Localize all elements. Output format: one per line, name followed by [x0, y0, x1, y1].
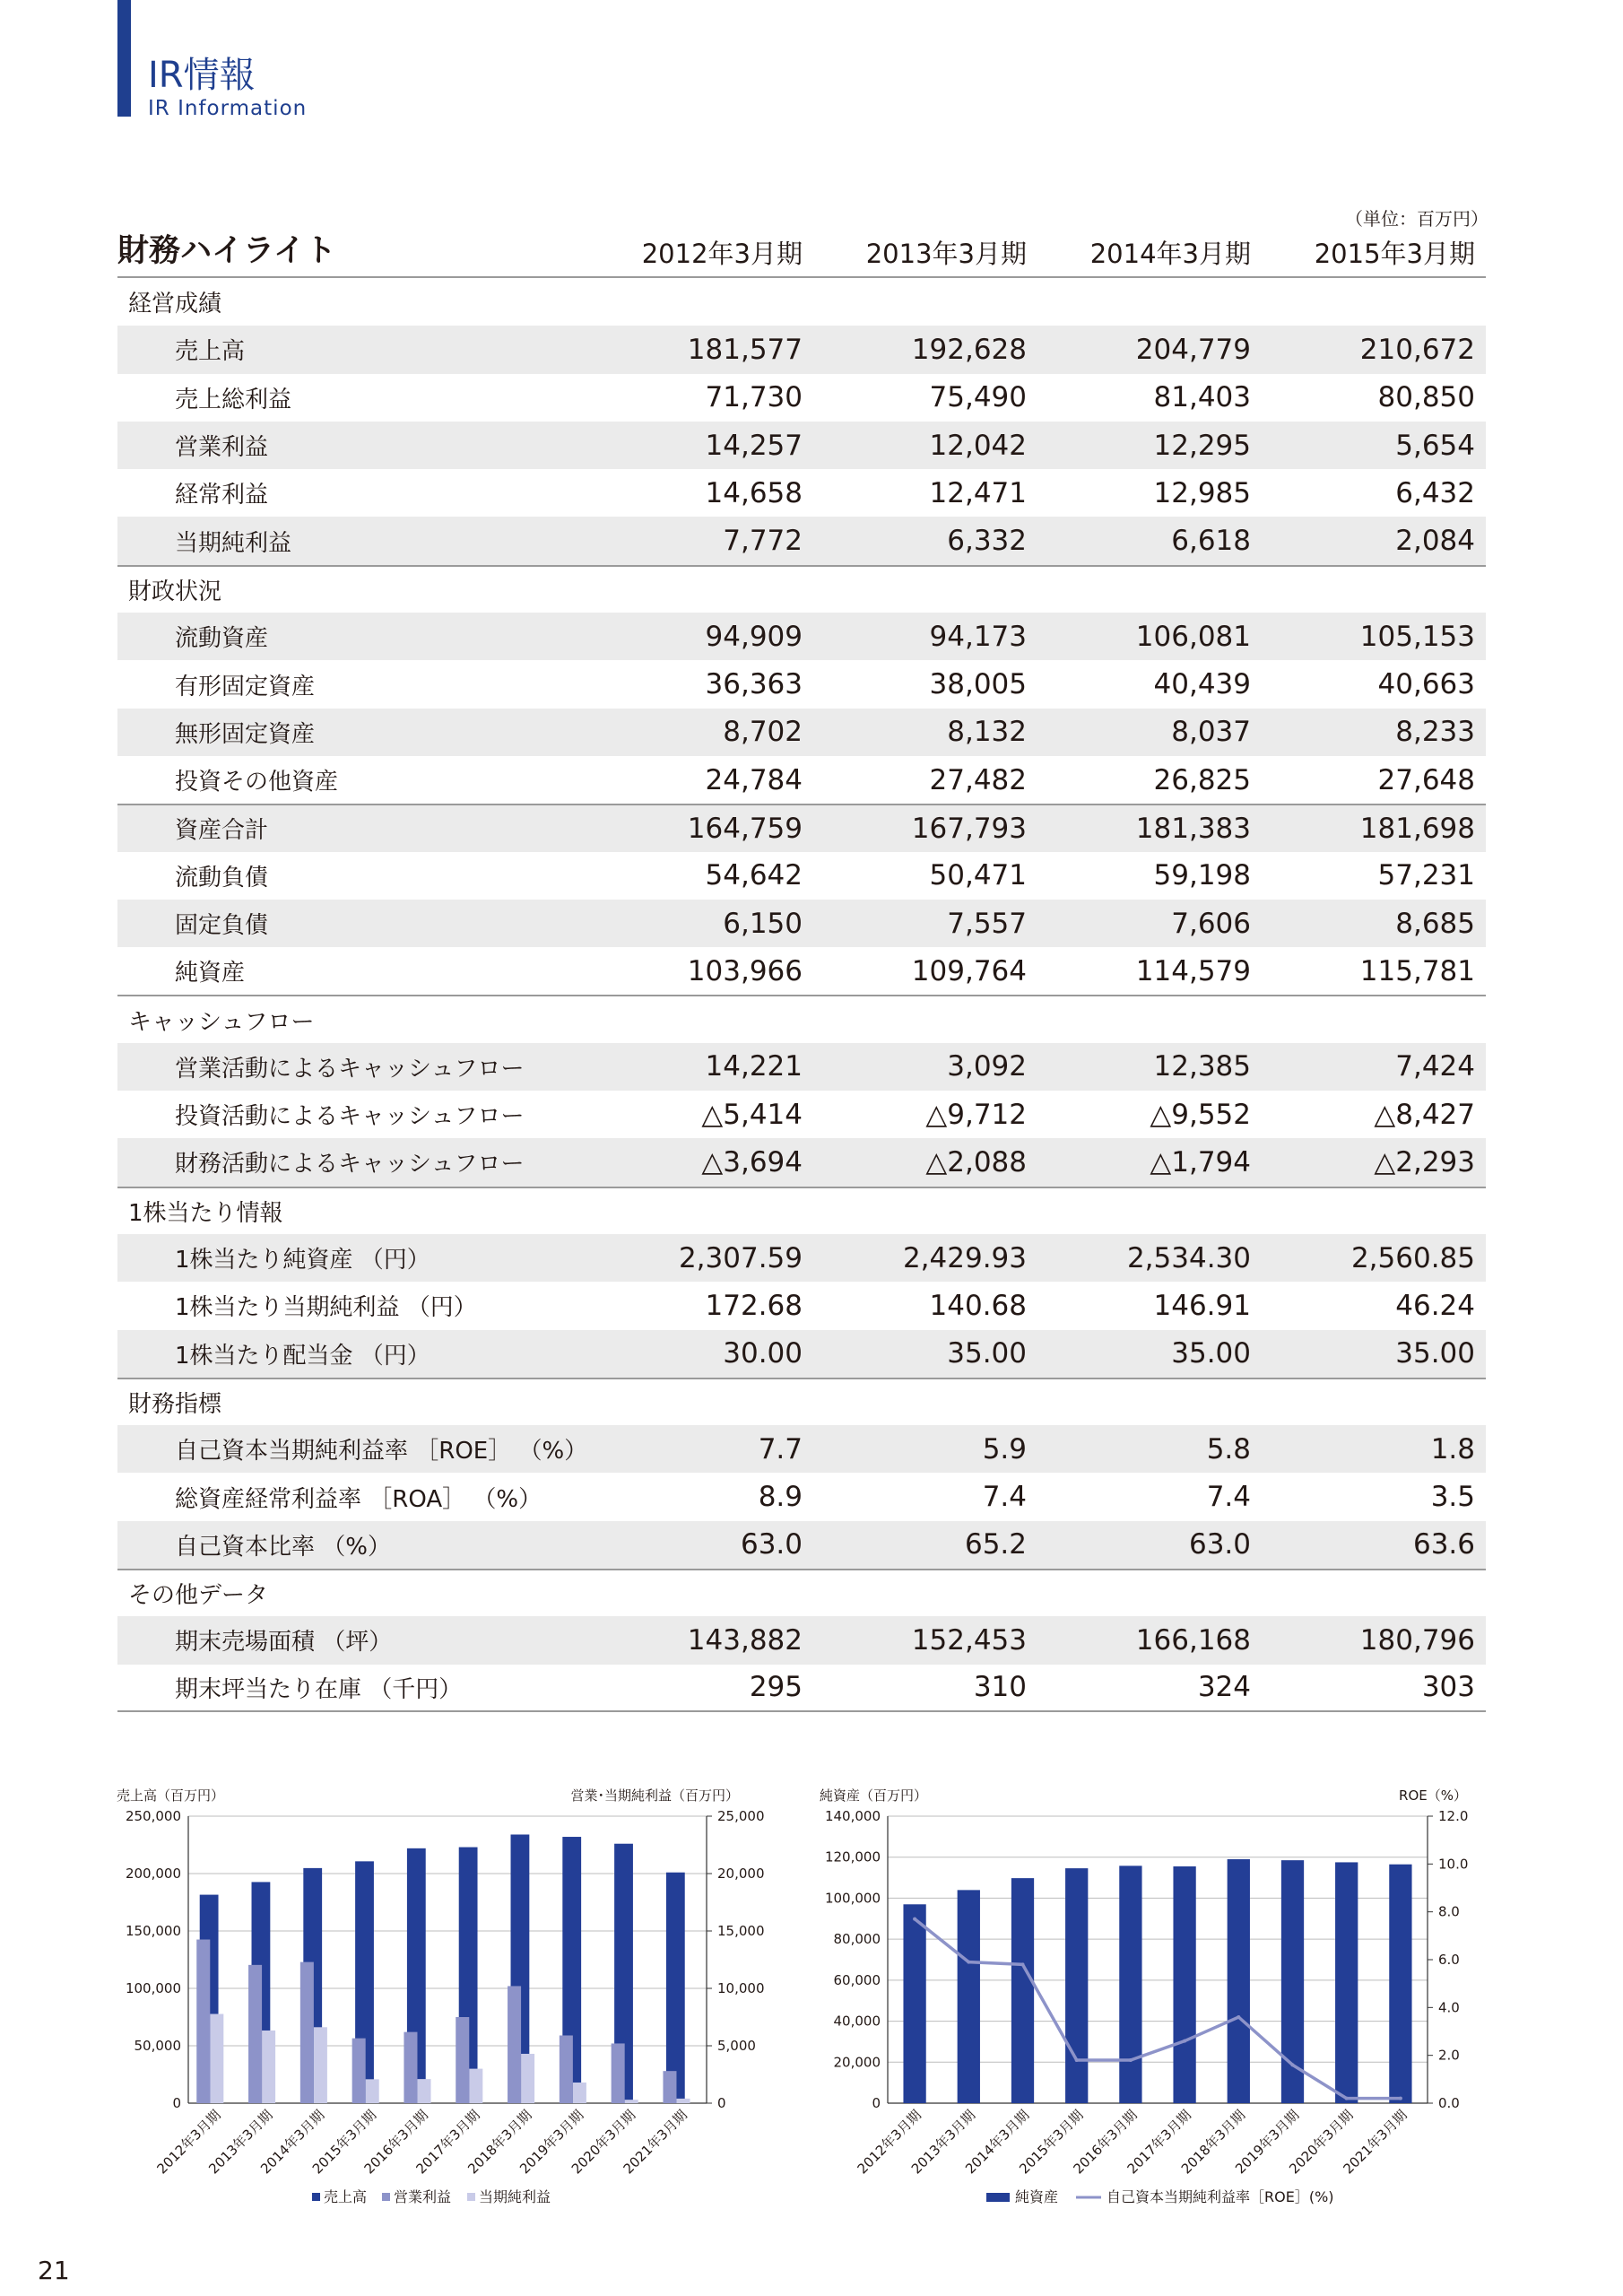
row-value: 6,618: [1171, 525, 1251, 558]
bar-営業利益: [508, 1986, 521, 2103]
row-value: 310: [973, 1671, 1027, 1704]
row-value: 63.0: [1188, 1528, 1251, 1561]
y-tick-label-right: 6.0: [1438, 1952, 1460, 1968]
x-tick-label: 2013年3月期: [205, 2107, 276, 2178]
table-row: [117, 900, 1486, 947]
table-row: [117, 947, 1486, 995]
row-value: 204,779: [1135, 333, 1251, 366]
bar-当期純利益: [417, 2079, 430, 2103]
row-value: 7.4: [982, 1481, 1027, 1514]
legend-swatch: [312, 2193, 320, 2201]
row-label: 自己資本比率 （%）: [175, 1533, 391, 1561]
section-header: 1株当たり情報: [117, 1187, 1486, 1234]
row-label: 売上高: [175, 338, 246, 366]
row-value: 7,424: [1395, 1050, 1475, 1083]
x-tick-label: 2013年3月期: [907, 2107, 979, 2178]
row-value: 94,173: [929, 620, 1027, 653]
row-label: 純資産: [175, 960, 246, 987]
section-header: 経営成績: [128, 291, 222, 318]
row-label: 1株当たり純資産 （円）: [175, 1247, 430, 1274]
y-tick-label-left: 100,000: [824, 1890, 881, 1907]
page-number: 21: [38, 2256, 70, 2285]
point-roe: [1183, 2039, 1186, 2043]
row-value: 8,702: [723, 716, 803, 749]
table-row: [117, 1282, 1486, 1329]
table-row: [117, 326, 1486, 373]
row-value: 1.8: [1430, 1432, 1475, 1465]
row-value: 2,429.93: [902, 1241, 1027, 1274]
row-label: 当期純利益: [175, 529, 292, 557]
legend-label: 純資産: [1015, 2188, 1059, 2205]
row-value: 14,257: [705, 429, 803, 462]
row-value: 181,698: [1359, 812, 1475, 845]
y-tick-label-right: 12.0: [1438, 1808, 1469, 1824]
bar-純資産: [1228, 1859, 1250, 2103]
table-row: [117, 804, 1486, 851]
row-value: 105,153: [1359, 620, 1475, 653]
row-value: 109,764: [911, 954, 1027, 987]
row-value: 192,628: [911, 333, 1027, 366]
column-header: 2013年3月期: [865, 239, 1027, 269]
row-value: 27,648: [1377, 763, 1475, 796]
row-value: 167,793: [911, 812, 1027, 845]
row-value: 140.68: [929, 1289, 1027, 1322]
table-row: [117, 613, 1486, 660]
y-tick-label-left: 50,000: [134, 2038, 181, 2054]
table-row: [117, 1138, 1486, 1186]
table-row: [117, 1473, 1486, 1520]
page-header-subtitle: IR Information: [148, 97, 308, 120]
point-roe: [1021, 1962, 1025, 1966]
row-value: 26,825: [1153, 763, 1251, 796]
bar-純資産: [1389, 1865, 1411, 2103]
row-value: 65.2: [964, 1528, 1027, 1561]
unit-note: （単位：百万円）: [1345, 208, 1488, 230]
bar-純資産: [958, 1890, 980, 2103]
row-value: 30.00: [723, 1337, 803, 1370]
row-value: 181,383: [1135, 812, 1251, 845]
row-label: 営業活動によるキャッシュフロー: [175, 1055, 525, 1083]
row-value: 3.5: [1430, 1481, 1475, 1514]
legend-swatch: [986, 2193, 1010, 2202]
page-header-title: IR情報: [148, 55, 256, 96]
row-value: △1,794: [1150, 1145, 1251, 1178]
x-tick-label: 2018年3月期: [1177, 2107, 1249, 2178]
row-label: 投資活動によるキャッシュフロー: [175, 1103, 525, 1131]
row-value: 57,231: [1377, 859, 1475, 892]
y-tick-label-right: 0.0: [1438, 2095, 1460, 2111]
y-tick-label-left: 140,000: [824, 1808, 881, 1824]
row-value: 180,796: [1359, 1623, 1475, 1657]
row-value: 114,579: [1135, 954, 1251, 987]
legend-swatch: [467, 2193, 475, 2201]
row-value: 63.6: [1412, 1528, 1475, 1561]
row-label: 財務活動によるキャッシュフロー: [175, 1151, 525, 1178]
row-value: 324: [1197, 1671, 1251, 1704]
row-value: △5,414: [701, 1098, 803, 1131]
y-tick-label-left: 100,000: [125, 1980, 181, 1996]
right-axis-label: 営業･当期純利益（百万円）: [570, 1787, 739, 1804]
row-value: 8.9: [758, 1481, 803, 1514]
left-axis-label: 売上高（百万円）: [117, 1787, 225, 1804]
row-value: 166,168: [1135, 1623, 1251, 1657]
row-value: 8,233: [1395, 716, 1475, 749]
row-value: 50,471: [929, 859, 1027, 892]
table-row: [117, 1521, 1486, 1569]
bar-営業利益: [560, 2035, 573, 2103]
row-value: 12,985: [1153, 476, 1251, 509]
section-header: 財政状況: [117, 565, 1486, 613]
bar-営業利益: [404, 2032, 417, 2103]
y-tick-label-right: 10,000: [717, 1980, 765, 1996]
y-tick-label-right: 20,000: [717, 1866, 765, 1882]
bar-純資産: [1173, 1866, 1195, 2103]
line-roe: [915, 1919, 1401, 2099]
row-value: 146.91: [1153, 1289, 1251, 1322]
row-label: 投資その他資産: [175, 769, 339, 796]
row-value: 38,005: [929, 668, 1027, 701]
row-label: 1株当たり配当金 （円）: [175, 1342, 430, 1370]
bar-当期純利益: [314, 2027, 327, 2103]
row-value: 12,042: [929, 429, 1027, 462]
row-value: 35.00: [1171, 1337, 1251, 1370]
section-header: 財務指標: [117, 1378, 1486, 1425]
row-value: 35.00: [1395, 1337, 1475, 1370]
row-value: △2,088: [925, 1145, 1027, 1178]
row-value: △9,712: [925, 1098, 1027, 1131]
row-value: 8,132: [947, 716, 1027, 749]
row-value: 24,784: [705, 763, 803, 796]
point-roe: [967, 1961, 970, 1964]
row-value: 14,221: [705, 1050, 803, 1083]
point-roe: [1345, 2097, 1349, 2100]
bar-売上高: [666, 1873, 685, 2103]
bar-純資産: [1065, 1868, 1088, 2103]
row-value: 14,658: [705, 476, 803, 509]
point-roe: [1129, 2058, 1133, 2062]
y-tick-label-left: 120,000: [824, 1848, 881, 1866]
row-value: 303: [1421, 1671, 1475, 1704]
row-value: 6,332: [947, 525, 1027, 558]
table-row: [117, 1425, 1486, 1473]
x-tick-label: 2016年3月期: [360, 2107, 431, 2178]
bar-営業利益: [612, 2043, 625, 2103]
row-value: 5.8: [1206, 1432, 1251, 1465]
row-value: 8,037: [1171, 716, 1251, 749]
table-row: [117, 852, 1486, 900]
row-value: 12,295: [1153, 429, 1251, 462]
row-value: △8,427: [1374, 1098, 1475, 1131]
left-axis-label: 純資産（百万円）: [820, 1787, 928, 1804]
row-value: 7,606: [1171, 907, 1251, 940]
row-value: 2,084: [1395, 525, 1475, 558]
row-label: 期末坪当たり在庫 （千円）: [175, 1675, 463, 1703]
sales-profit-chart: [108, 1771, 789, 2220]
y-tick-label-left: 0: [172, 2095, 181, 2111]
table-body: [117, 278, 1486, 1712]
bar-純資産: [1119, 1866, 1141, 2103]
y-tick-label-left: 200,000: [125, 1866, 181, 1882]
row-value: 54,642: [705, 859, 803, 892]
row-value: 152,453: [911, 1623, 1027, 1657]
table-row: [117, 1616, 1486, 1664]
table-row: [117, 422, 1486, 469]
x-tick-label: 2019年3月期: [1232, 2107, 1303, 2178]
bar-当期純利益: [366, 2079, 379, 2103]
point-roe: [1237, 2015, 1240, 2019]
legend-label: 営業利益: [394, 2188, 452, 2205]
y-tick-label-left: 20,000: [833, 2054, 881, 2071]
x-tick-label: 2021年3月期: [620, 2107, 690, 2178]
x-tick-label: 2020年3月期: [568, 2107, 639, 2178]
table-row: [117, 1665, 1486, 1712]
row-value: 6,150: [723, 907, 803, 940]
y-tick-label-right: 2.0: [1438, 2047, 1460, 2064]
point-roe: [1291, 2063, 1295, 2066]
bar-当期純利益: [521, 2054, 534, 2103]
x-tick-label: 2017年3月期: [412, 2107, 483, 2178]
y-tick-label-left: 80,000: [833, 1931, 881, 1948]
row-label: 流動負債: [175, 864, 269, 891]
header-accent-bar: [117, 0, 131, 117]
row-label: 固定負債: [175, 912, 269, 939]
row-value: 106,081: [1135, 620, 1251, 653]
bar-当期純利益: [469, 2069, 482, 2103]
row-value: 295: [749, 1671, 803, 1704]
x-tick-label: 2012年3月期: [854, 2107, 924, 2178]
row-label: 無形固定資産: [175, 720, 316, 748]
row-value: 81,403: [1153, 381, 1251, 414]
table-row: [117, 374, 1486, 422]
bar-純資産: [1335, 1862, 1358, 2103]
legend-label: 売上高: [324, 2188, 368, 2205]
y-tick-label-left: 40,000: [833, 2013, 881, 2030]
row-label: 営業利益: [175, 434, 269, 462]
y-tick-label-right: 8.0: [1438, 1903, 1460, 1920]
row-value: 75,490: [929, 381, 1027, 414]
row-value: 35.00: [947, 1337, 1027, 1370]
bar-営業利益: [352, 2039, 366, 2103]
bar-営業利益: [300, 1962, 314, 2103]
row-value: 7.7: [758, 1432, 803, 1465]
bar-当期純利益: [625, 2100, 638, 2103]
table-row: [117, 1234, 1486, 1282]
table-title: 財務ハイライト: [117, 233, 336, 269]
row-label: 流動資産: [175, 625, 269, 653]
x-tick-label: 2021年3月期: [1340, 2107, 1410, 2178]
row-label: 自己資本当期純利益率 ［ROE］ （%）: [175, 1438, 588, 1465]
row-value: 172.68: [705, 1289, 803, 1322]
row-value: 210,672: [1359, 333, 1475, 366]
row-value: 7.4: [1206, 1481, 1251, 1514]
table-row: [117, 517, 1486, 564]
row-value: 6,432: [1395, 476, 1475, 509]
table-row: [117, 1330, 1486, 1378]
table-row: [117, 660, 1486, 708]
row-value: 63.0: [740, 1528, 803, 1561]
row-value: 59,198: [1153, 859, 1251, 892]
column-header: 2012年3月期: [641, 239, 803, 269]
bar-当期純利益: [676, 2099, 690, 2103]
row-value: 164,759: [687, 812, 803, 845]
sales-profit-chart-svg: [108, 1771, 789, 2220]
bar-純資産: [903, 1904, 925, 2103]
bar-営業利益: [663, 2071, 676, 2103]
row-label: 売上総利益: [175, 386, 292, 413]
row-label: 経常利益: [175, 482, 269, 509]
y-tick-label-right: 15,000: [717, 1923, 765, 1939]
right-axis-label: ROE（%）: [1399, 1787, 1467, 1804]
legend-label: 当期純利益: [479, 2188, 551, 2205]
x-tick-label: 2015年3月期: [1016, 2107, 1087, 2178]
row-value: 5,654: [1395, 429, 1475, 462]
row-value: 115,781: [1359, 954, 1475, 987]
table-header-row: [117, 224, 1486, 278]
row-value: 2,307.59: [678, 1241, 803, 1274]
y-tick-label-left: 150,000: [125, 1923, 181, 1939]
y-tick-label-right: 10.0: [1438, 1856, 1469, 1873]
row-value: 143,882: [687, 1623, 803, 1657]
x-tick-label: 2017年3月期: [1124, 2107, 1194, 2178]
legend-label: 自己資本当期純利益率［ROE］(%): [1107, 2188, 1334, 2205]
row-value: 94,909: [705, 620, 803, 653]
row-value: 3,092: [947, 1050, 1027, 1083]
net-assets-roe-chart-svg: [807, 1771, 1506, 2220]
y-tick-label-right: 25,000: [717, 1808, 765, 1824]
y-tick-label-right: 5,000: [717, 2038, 756, 2054]
row-value: 7,557: [947, 907, 1027, 940]
row-value: 40,439: [1153, 668, 1251, 701]
x-tick-label: 2014年3月期: [257, 2107, 328, 2178]
point-roe: [1399, 2097, 1402, 2100]
net-assets-roe-chart: [807, 1771, 1506, 2220]
y-tick-label-left: 250,000: [125, 1808, 181, 1824]
x-tick-label: 2019年3月期: [516, 2107, 587, 2178]
table-row: [117, 1043, 1486, 1091]
bar-営業利益: [456, 2017, 469, 2103]
row-value: △9,552: [1150, 1098, 1251, 1131]
bar-当期純利益: [573, 2083, 586, 2103]
bar-営業利益: [248, 1965, 262, 2103]
x-tick-label: 2014年3月期: [962, 2107, 1033, 2178]
row-value: 2,560.85: [1350, 1241, 1475, 1274]
point-roe: [913, 1918, 916, 1921]
row-label: 1株当たり当期純利益 （円）: [175, 1294, 477, 1322]
row-value: 103,966: [687, 954, 803, 987]
section-header: その他データ: [117, 1569, 1486, 1616]
row-value: 12,471: [929, 476, 1027, 509]
column-header: 2015年3月期: [1314, 239, 1475, 269]
row-label: 総資産経常利益率 ［ROA］ （%）: [175, 1485, 542, 1513]
row-value: 12,385: [1153, 1050, 1251, 1083]
table-row: [117, 756, 1486, 804]
row-value: 71,730: [705, 381, 803, 414]
bar-当期純利益: [262, 2031, 275, 2103]
row-value: 46.24: [1395, 1289, 1475, 1322]
table-row: [117, 1091, 1486, 1138]
y-tick-label-right: 4.0: [1438, 1999, 1460, 2016]
y-tick-label-right: 0: [717, 2095, 726, 2111]
x-tick-label: 2015年3月期: [308, 2107, 380, 2178]
section-header: キャッシュフロー: [117, 995, 1486, 1042]
row-value: 7,772: [723, 525, 803, 558]
column-header: 2014年3月期: [1089, 239, 1251, 269]
x-tick-label: 2020年3月期: [1286, 2107, 1357, 2178]
row-value: △3,694: [701, 1145, 803, 1178]
financial-highlights-table: [117, 224, 1486, 1712]
row-label: 期末売場面積 （坪）: [175, 1629, 393, 1657]
legend-swatch: [382, 2193, 390, 2201]
bar-営業利益: [196, 1940, 210, 2103]
x-tick-label: 2018年3月期: [464, 2107, 535, 2178]
row-label: 資産合計: [175, 817, 269, 845]
bar-当期純利益: [210, 2014, 223, 2103]
point-roe: [1075, 2058, 1079, 2062]
x-tick-label: 2012年3月期: [153, 2107, 224, 2178]
row-value: 40,663: [1377, 668, 1475, 701]
row-value: 80,850: [1377, 381, 1475, 414]
y-tick-label-left: 60,000: [833, 1971, 881, 1988]
row-value: 27,482: [929, 763, 1027, 796]
row-value: △2,293: [1374, 1145, 1475, 1178]
x-tick-label: 2016年3月期: [1070, 2107, 1141, 2178]
table-row: [117, 469, 1486, 517]
row-value: 8,685: [1395, 907, 1475, 940]
row-value: 2,534.30: [1126, 1241, 1251, 1274]
bar-純資産: [1011, 1878, 1034, 2103]
y-tick-label-left: 0: [872, 2095, 881, 2111]
row-value: 5.9: [982, 1432, 1027, 1465]
row-value: 181,577: [687, 333, 803, 366]
table-row: [117, 709, 1486, 756]
row-label: 有形固定資産: [175, 673, 316, 700]
row-value: 36,363: [705, 668, 803, 701]
